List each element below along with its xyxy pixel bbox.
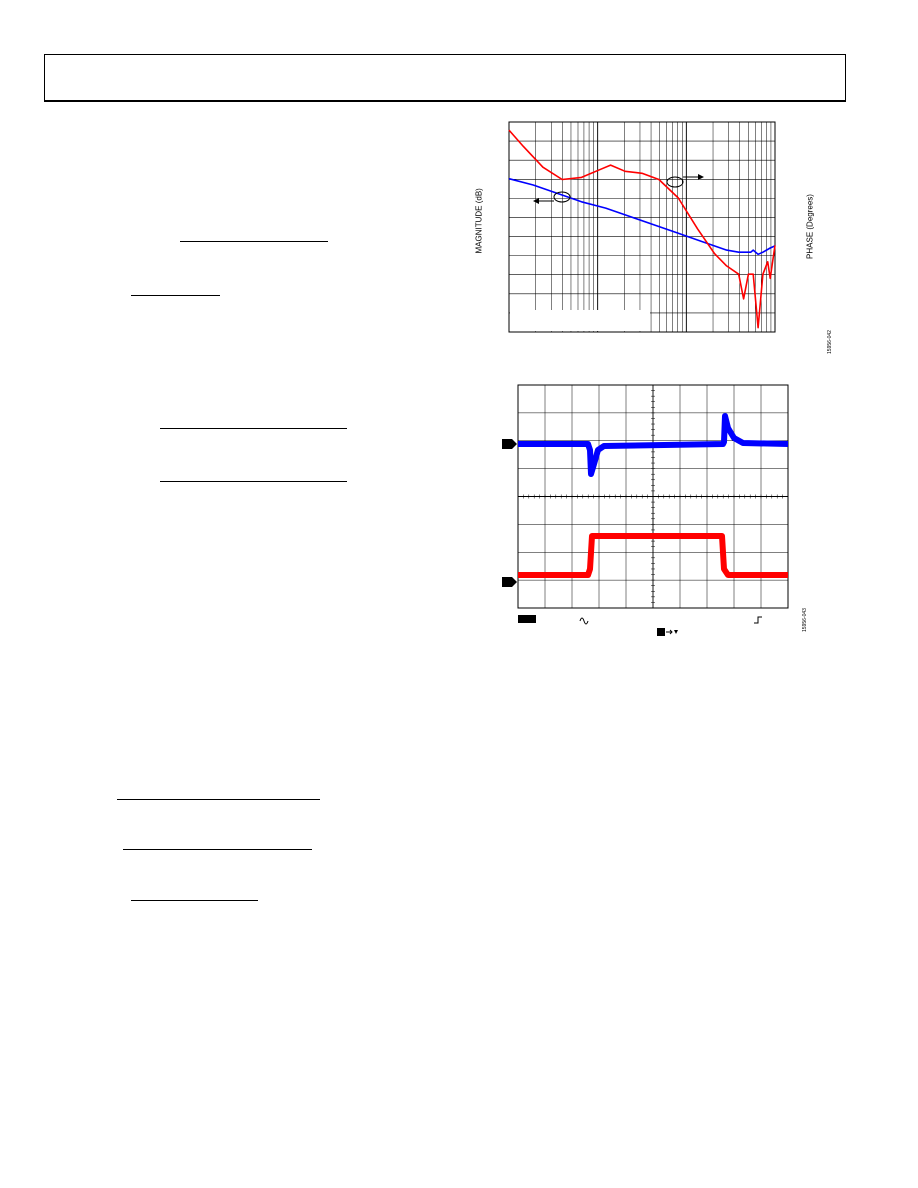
scope-channel-badge <box>518 615 536 623</box>
section-rule-1 <box>180 241 328 242</box>
ac-coupling-icon <box>580 618 588 624</box>
section-rule-3 <box>160 428 347 429</box>
figure2-id: 15956-043 <box>802 608 808 632</box>
ch1-ground-marker <box>502 439 517 449</box>
trigger-marker-icon <box>657 628 665 636</box>
trigger-level-icon <box>674 630 678 634</box>
ch2-ground-marker <box>502 577 517 587</box>
bode-label-box <box>510 310 650 331</box>
section-rule-5 <box>117 799 320 800</box>
figure1-id: 15956-042 <box>827 330 833 354</box>
scope-capture <box>502 385 792 640</box>
figure1-ylabel-right: PHASE (Degrees) <box>805 194 815 259</box>
bode-frame <box>509 122 775 332</box>
figure1-ylabel-left: MAGNITUDE (dB) <box>474 188 484 254</box>
trigger-edge-icon <box>754 617 762 623</box>
section-rule-6 <box>123 849 312 850</box>
section-rule-7 <box>131 900 258 901</box>
section-rule-4 <box>160 481 347 482</box>
bode-plot <box>509 122 775 332</box>
page-header-frame <box>44 54 846 102</box>
trigger-arrow-icon <box>666 630 672 634</box>
section-rule-2 <box>131 295 220 296</box>
